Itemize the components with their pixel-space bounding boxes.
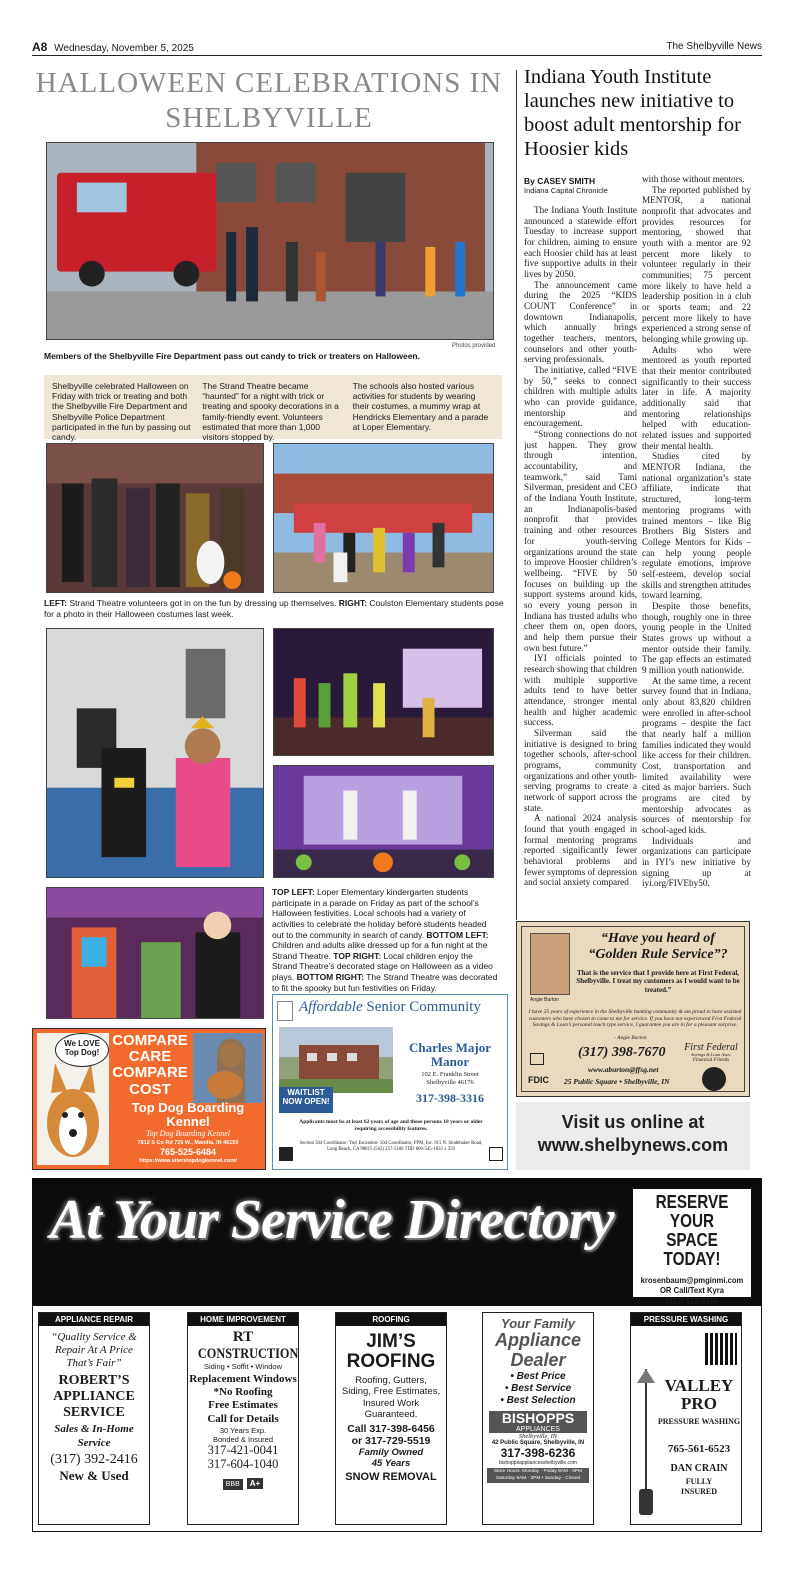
valley-owner: DAN CRAIN [670, 1463, 728, 1474]
rt-services: Siding • Soffit • Window [203, 1362, 283, 1371]
building-icon [277, 1001, 293, 1021]
summary-paragraph: Shelbyville celebrated Halloween on Friday with trick or treating and both the Shelbyville Fire Department and Shelbyville Police Department participated in the fun by passing out candy. [52, 381, 191, 442]
roberts-appliance-card[interactable] [38, 1312, 150, 1525]
first-federal-name: First Federal [684, 1042, 738, 1053]
golden-email[interactable]: www.aburton@ffsg.net [588, 1065, 659, 1074]
bishopps-title: Appliance [494, 1330, 582, 1351]
column-rule [516, 70, 517, 920]
byline [524, 176, 644, 195]
photo-credit: Photos provided [452, 343, 496, 349]
bishopps-web[interactable]: bishoppsappliancesshelbyville.com [499, 1460, 577, 1467]
story-column-1 [524, 205, 637, 905]
accessibility-icon [279, 1147, 293, 1161]
headline-line: COMPARE [112, 1064, 188, 1082]
valley-sub: PRESSURE WASHING [657, 1417, 741, 1426]
rt-name: CONSTRUCTION [197, 1345, 299, 1362]
rt-phone[interactable]: 317-421-0041 [207, 1442, 279, 1457]
qr-code-icon [705, 1333, 737, 1365]
story-paragraph: Silverman said the initiative is designed to bring together schools, after-school programs, community organizations and other youth-serving programs to create a network of support across the state. [524, 727, 637, 813]
bishopps-bullet: • Best Selection [500, 1394, 576, 1406]
bishopps-title: Your Family [501, 1316, 575, 1331]
appliance-sub: Sales & In-Home Service [54, 1422, 134, 1449]
story-paragraph: IYI officials pointed to research showing that children with multiple supportive adults tend to have better attendance, stronger mental health and higher academic success. [524, 653, 637, 728]
mentorship-headline: Indiana Youth Institute launches new initiative to boost adult mentorship for Hoosier kids [524, 66, 741, 160]
equal-housing-icon [530, 1053, 544, 1065]
story-paragraph: The Indiana Youth Institute announced a statewide effort Tuesday to increase support for children, aiming to ensure each Hoosier child has at least five supportive adults in their lives by 2050. [524, 205, 637, 280]
caption-label: RIGHT: [338, 598, 368, 608]
fdic-logo: FDIC [528, 1075, 549, 1085]
waitlist-badge: WAITLIST NOW OPEN! [279, 1087, 333, 1113]
rt-line: *No Roofing [213, 1386, 273, 1399]
senior-title [299, 999, 505, 1016]
page-date: Wednesday, November 5, 2025 [54, 43, 194, 54]
roofing-or[interactable]: or 317-729-5519 [351, 1435, 431, 1448]
category-label: PRESSURE WASHING [631, 1313, 741, 1326]
rt-line: Call for Details [207, 1412, 279, 1425]
story-paragraph: The announcement came during the 2025 “KIDS COUNT Conference” in downtown Indianapolis, which annually brings together teachers, mentors, counselors and other youth-serving professionals. [524, 279, 637, 365]
rt-exp: 30 Years Exp. [219, 1425, 267, 1435]
golden-phone[interactable]: (317) 398-7670 [578, 1045, 666, 1060]
caption-text: Coulston Elementary students pose for a photo in their Halloween costumes last week. [44, 598, 504, 619]
reserve-phone[interactable]: (317) 512-5719 [665, 1295, 719, 1306]
kennel-name: Top Dog Boarding Kennel [131, 1100, 245, 1129]
strand-stage-video-photo [273, 628, 494, 756]
agent-photo-label: Angie Burton [530, 997, 559, 1003]
byline-name: By CASEY SMITH [524, 176, 596, 186]
strand-volunteers-photo [46, 443, 264, 593]
owner-with-dog-photo [193, 1033, 263, 1103]
headline-line: COMPARE [112, 1032, 188, 1049]
appliance-footer: New & Used [59, 1468, 129, 1484]
bishopps-brand-sub: APPLIANCES [489, 1426, 587, 1433]
roofing-family: Family Owned [358, 1447, 424, 1459]
kennel-speech-bubble: We LOVE Top Dog! [55, 1033, 109, 1067]
bishopps-address: 42 Public Square, Shelbyville, IN [491, 1440, 585, 1447]
kennel-script-name: Top Dog Boarding Kennel [145, 1129, 231, 1138]
category-label: ROOFING [336, 1313, 446, 1326]
bishopps-appliances-card[interactable] [482, 1312, 594, 1525]
first-federal-logo [682, 1043, 740, 1063]
roofing-years: 45 Years [371, 1458, 411, 1470]
roofing-name: ROOFING [346, 1350, 436, 1372]
hours-line: Saturday 8AM - 2PM • Sunday - Closed [495, 1475, 581, 1481]
story-paragraph: At the same time, a recent survey found that in Indiana, only about 83,820 children were enrolled in after-school programs – despite the fact that nearly half a million families indicated they would like access for their children. Cost, transportation and limited availability were cited as major barriers. Such programs are cited by mentorship advocates as sources of mentorship for school-aged kids. [642, 675, 751, 835]
summary-paragraph: The Strand Theatre became “haunted” for a night with trick or treating and spooky decorations in a family-friendly event. Volunteers estimated that more than 1,000 visitors stopped by. [202, 381, 339, 442]
loper-parade-photo [46, 628, 264, 878]
caption-label: LEFT: [44, 598, 68, 608]
senior-requirements: Applicants must be at least 62 years of age and those persons 18 years or older requiring accessibility features. [299, 1119, 483, 1132]
story-paragraph: Adults who were mentored as youth reported that their mentor contributed significantly to their success later in life. A majority additionally said that mentoring relationships helped with education-related issues and supported their mental health. [642, 344, 751, 451]
appliance-name: ROBERT’S APPLIANCE SERVICE [53, 1372, 135, 1420]
reserve-line: RESERVE YOUR [655, 1192, 729, 1231]
headline-line: COST [129, 1080, 171, 1098]
caption-label: BOTTOM RIGHT: [296, 972, 364, 982]
halloween-headline: HALLOWEEN CELEBRATIONS IN SHELBYVILLE [35, 67, 503, 134]
top-dog-kennel-ad[interactable] [32, 1028, 266, 1170]
story-paragraph: The initiative, called “FIVE by 50,” seeks to connect children with multiple adults who can provide guidance, mentorship and encouragement. [524, 365, 637, 429]
page-folio [32, 40, 762, 56]
appliance-slogan: “Quality Service & Repair At A Price That’s Fair” [51, 1331, 137, 1370]
story-paragraph: Studies cited by MENTOR Indiana, the national organization’s state affiliate, indicate that structured, long-term mentoring programs with trained mentors – like Big Brothers Big Sisters and College Mentors for Kids – can help young people regulate emotions, improve self-esteem, develop social skills and strengthen attitudes toward learning. [642, 451, 751, 601]
bishopps-bullet: • Best Service [504, 1382, 572, 1394]
rt-phone[interactable]: 317-604-1040 [207, 1456, 279, 1471]
roofing-desc: Roofing, Gutters, Siding, Free Estimates, Insured Work Guaranteed. [341, 1374, 441, 1421]
golden-sub: That is the service that I provide here at First Federal, Shelbyville. I treat my customers as I would want to be treated.” [576, 969, 740, 994]
valley-name-line: VALLEY [664, 1376, 734, 1395]
visit-online-banner[interactable] [516, 1102, 750, 1170]
seal-icon [702, 1067, 726, 1091]
coulston-students-photo [273, 443, 494, 593]
golden-headline: “Have you heard of “Golden Rule Service”? [588, 931, 728, 963]
summary-paragraph: The schools also hosted various activities for students by wearing their costumes, a mummy wrap at Hendricks Elementary and a parade at Loper Elementary. [352, 381, 489, 432]
golden-rule-ad[interactable] [516, 921, 750, 1097]
story-paragraph: “Strong connections do not just happen. They grow through intention, accountability, and teamwork,” said Tami Silverman, president and CEO of the Indiana Youth Institute, an Indianapolis-based nonprofit that provides training and other resources for youth-serving organizations around the state to improve Hoosier children’s wellbeing. “FIVE by 50 focuses on building up the support systems around kids, so every young person in Indiana has trusted adults who cheer them on, open doors, and help them pursue their own best future.” [524, 429, 637, 653]
story-column-2 [642, 174, 751, 909]
strand-decorated-stage-photo [273, 765, 494, 878]
rt-line: Free Estimates [208, 1399, 278, 1412]
category-label: APPLIANCE REPAIR [39, 1313, 149, 1326]
hours-line: Store Hours: Monday - Friday 8AM - 5PM [493, 1469, 583, 1475]
senior-title-a: Affordable [299, 999, 363, 1015]
agent-photo [530, 933, 570, 995]
rt-name: RT [232, 1329, 254, 1345]
byline-org: Indiana Capital Chronicle [524, 186, 608, 195]
rt-construction-card[interactable] [187, 1312, 299, 1525]
golden-signature: - Angie Burton [614, 1035, 647, 1041]
fire-photo-caption: Members of the Shelbyville Fire Department pass out candy to trick or treaters on Halloween. [44, 351, 420, 361]
reserve-or: OR Call/Text Kyra [659, 1285, 725, 1296]
kennel-website[interactable]: https://www.stierstopdogkennel.com/ [139, 1158, 237, 1164]
caption-label: TOP LEFT: [272, 887, 315, 897]
spray-wand-icon [635, 1369, 657, 1519]
story-paragraph: The reported published by MENTOR, a national nonprofit that advocates and provides resources for mentoring, showed that youth with a mentor are 92 percent more likely to volunteer regularly in their communities; 75 percent more likely to have held a leadership position in a club or sports team; and 22 percent more likely to have experienced a strong sense of belonging while growing up. [642, 184, 751, 345]
rt-line: Replacement Windows [189, 1373, 297, 1385]
jims-roofing-card[interactable] [335, 1312, 447, 1525]
caption-label: TOP RIGHT: [333, 950, 382, 961]
kennel-address: 7812 S Co Rd 725 W., Manilla, IN 46150 [137, 1140, 239, 1146]
caption-text: Loper Elementary kindergarten students participate in a parade on Friday as part of the school’s Halloween festivities. Local schools had a variety of activities to celebrate the holiday before students headed out to the community in search of candy. [272, 887, 487, 940]
strand-coulston-caption [44, 598, 504, 619]
story-paragraph: Individuals and organizations can participate in IYI’s new initiative by signing up at iyi.org/FIVEby50. [642, 835, 751, 889]
category-label: HOME IMPROVEMENT [188, 1313, 298, 1326]
headline-line: CARE [128, 1048, 172, 1066]
caption-text: Local children enjoy the Strand Theatre’s decorated stage on Halloween as a video plays. [272, 950, 493, 982]
rating-badge: A+ [247, 1478, 263, 1489]
equal-housing-icon [489, 1147, 503, 1161]
directory-title: At Your Service Directory [50, 1189, 614, 1251]
roofing-name: JIM’S [366, 1331, 416, 1352]
first-federal-tag: Financial Friends [692, 1057, 730, 1063]
story-paragraph: with those without mentors. [642, 174, 745, 184]
bbb-badge: BBB [223, 1479, 243, 1490]
fire-department-photo [46, 142, 494, 340]
appliance-phone[interactable]: (317) 392-2416 [50, 1452, 138, 1468]
senior-community-ad[interactable] [272, 994, 508, 1170]
rt-bonded: Bonded & Insured [212, 1434, 274, 1444]
valley-phone[interactable]: 765-561-6523 [667, 1443, 731, 1455]
visit-url[interactable]: www.shelbynews.com [537, 1135, 729, 1156]
multi-photo-caption [272, 887, 498, 993]
golden-body: I have 25 years of experience in the Shelbyville banking community & am proud to have assisted customers who have chosen to come to me for service. If you have not experienced First Federal Savings & Loan’s personal touch type service, I guarantee you are in for a pleasant surprise. [528, 1009, 742, 1029]
valley-insured: FULLY INSURED [680, 1477, 717, 1496]
caption-label: BOTTOM LEFT: [426, 929, 489, 940]
golden-address: 25 Public Square • Shelbyville, IN [564, 1077, 670, 1086]
manor-name: Charles Major Manor [409, 1040, 491, 1070]
manor-phone[interactable]: 317-398-3316 [416, 1091, 484, 1105]
valley-name [657, 1377, 741, 1413]
summary-box [44, 375, 502, 442]
reserve-space-box[interactable] [633, 1189, 751, 1306]
strand-costumes-photo [46, 887, 264, 1019]
valley-pro-card[interactable] [630, 1312, 742, 1525]
page-number: A8 [32, 40, 48, 54]
senior-title-b: Senior Community [366, 999, 481, 1015]
valley-name-line: PRO [681, 1393, 717, 1413]
caption-text: The Strand Theatre was decorated to fit the spooky but fun festivities on Friday. [272, 972, 498, 993]
bishopps-bullet: • Best Price [510, 1370, 566, 1382]
caption-text: Strand Theatre volunteers got in on the fun by dressing up themselves. [69, 598, 337, 608]
bishopps-title: Dealer [510, 1350, 566, 1371]
first-federal-sub: Savings & Loan Assn. [691, 1052, 731, 1057]
manor-photo [279, 1027, 393, 1093]
kennel-phone[interactable]: 765-525-6484 [159, 1147, 217, 1157]
story-paragraph: A national 2024 analysis found that youth engaged in formal mentoring programs reported significantly fewer behavioral problems and fewer symptoms of depression and social anxiety compared [524, 813, 637, 888]
visit-line: Visit us online at [561, 1112, 705, 1132]
reserve-line: SPACE TODAY! [663, 1229, 721, 1269]
bishopps-phone[interactable]: 317-398-6236 [500, 1446, 576, 1461]
roofing-call[interactable]: Call 317-398-6456 [347, 1423, 435, 1436]
roofing-snow: SNOW REMOVAL [345, 1471, 437, 1484]
reserve-email[interactable]: krosenbaum@pmginmi.com [640, 1274, 744, 1285]
caption-text: Children and adults alike dressed up for a fun night at the Strand Theatre. [272, 940, 488, 961]
bishopps-hours [487, 1468, 589, 1482]
senior-coordinator: Section 504 Coordinator: Yuri Escandon- 504 Coordinator, FPM, Inc. 911 N. Studebaker Road, Long Beach, CA 90815 (562) 257-5100 TDD 800-545-1833 x 359 [299, 1141, 483, 1153]
paper-name: The Shelbyville News [666, 41, 762, 52]
bishopps-city: Shelbyville, IN [518, 1433, 558, 1441]
bishopps-brand: BISHOPPS [489, 1411, 587, 1426]
manor-address-1: 102 E. Franklin Street [421, 1071, 479, 1078]
story-paragraph: Despite those benefits, though, roughly one in three young people in the United States grows up without a mentor outside their family. The gap effects an estimated 9 million youth nationwide. [642, 600, 751, 675]
kennel-headline [109, 1033, 191, 1098]
manor-address-2: Shelbyville 46176 [426, 1079, 474, 1086]
